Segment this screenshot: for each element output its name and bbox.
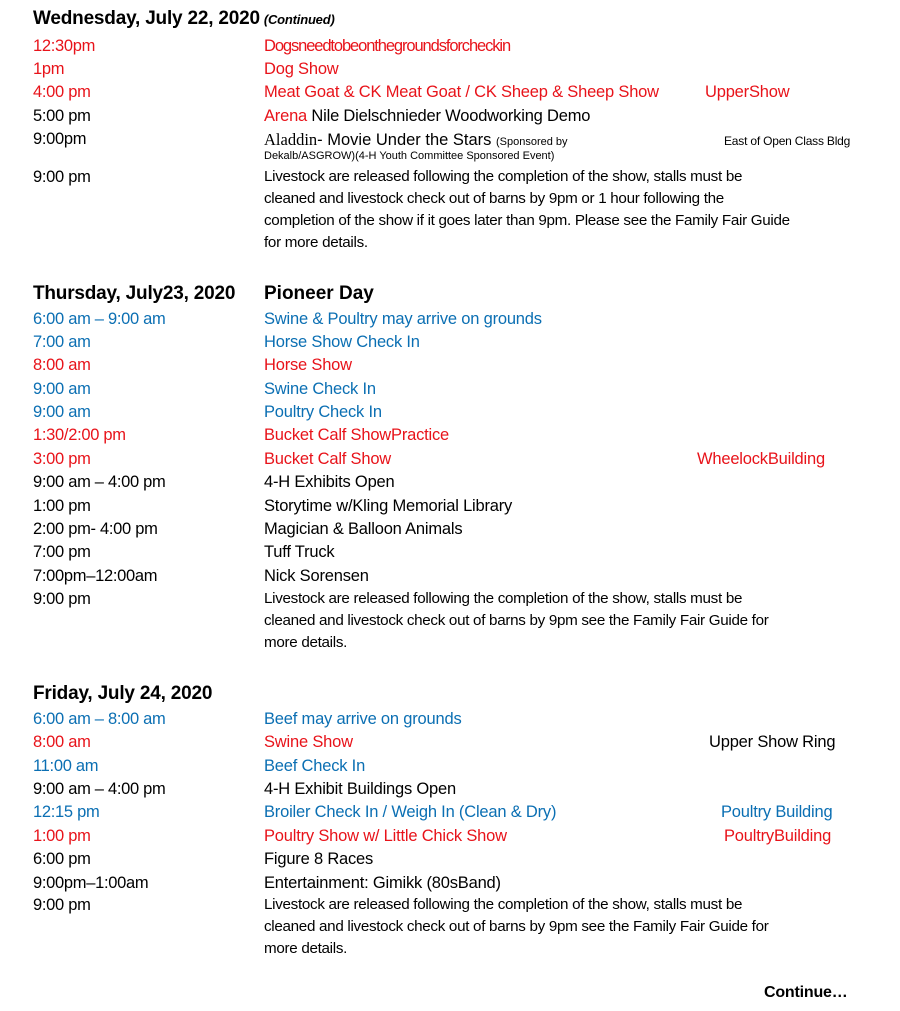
fri-time-7: 6:00 pm bbox=[33, 850, 91, 868]
thu-time-1: 6:00 am – 9:00 am bbox=[33, 310, 166, 328]
fri-event-4: 4-H Exhibit Buildings Open bbox=[264, 780, 456, 798]
thu-time-5: 9:00 am bbox=[33, 403, 91, 421]
wed-time-6: 9:00 pm bbox=[33, 168, 91, 186]
fri-event-6: Poultry Show w/ Little Chick Show bbox=[264, 827, 507, 845]
note-line: more details. bbox=[264, 634, 348, 651]
wed-time-5: 9:00pm bbox=[33, 130, 87, 148]
thu-time-3: 8:00 am bbox=[33, 356, 91, 374]
note-line: Livestock are released following the completion of the show, stalls must be bbox=[264, 896, 743, 913]
note-line: cleaned and livestock check out of barns by 9pm or 1 hour following the bbox=[264, 190, 724, 207]
thu-time-8: 9:00 am – 4:00 pm bbox=[33, 473, 166, 491]
thu-event-12: Nick Sorensen bbox=[264, 567, 369, 585]
thu-event-4: Swine Check In bbox=[264, 380, 376, 398]
fri-event-8: Entertainment: Gimikk (80sBand) bbox=[264, 874, 501, 892]
continued-label: (Continued) bbox=[263, 12, 335, 27]
aladdin-title: Aladdin bbox=[264, 130, 318, 149]
thu-time-6: 1:30/2:00 pm bbox=[33, 426, 126, 444]
thu-time-9: 1:00 pm bbox=[33, 497, 91, 515]
fri-location-6: PoultryBuilding bbox=[724, 827, 832, 845]
thu-time-4: 9:00 am bbox=[33, 380, 91, 398]
fri-time-2: 8:00 am bbox=[33, 733, 91, 751]
thursday-theme: Pioneer Day bbox=[264, 283, 374, 304]
thu-event-2: Horse Show Check In bbox=[264, 333, 420, 351]
thu-event-6: Bucket Calf ShowPractice bbox=[264, 426, 450, 444]
thu-event-10: Magician & Balloon Animals bbox=[264, 520, 463, 538]
thu-event-8: 4-H Exhibits Open bbox=[264, 473, 395, 491]
thu-event-1: Swine & Poultry may arrive on grounds bbox=[264, 310, 542, 328]
fri-location-5: Poultry Building bbox=[721, 803, 833, 821]
wed-time-4: 5:00 pm bbox=[33, 107, 91, 125]
note-line: completion of the show if it goes later than 9pm. Please see the Family Fair Guide bbox=[264, 212, 790, 229]
wed-location-5: East of Open Class Bldg bbox=[724, 134, 851, 148]
wed-event-4 bbox=[264, 107, 590, 126]
fri-livestock-note bbox=[264, 894, 854, 960]
fri-time-8: 9:00pm–1:00am bbox=[33, 874, 149, 892]
note-line: cleaned and livestock check out of barns by 9pm see the Family Fair Guide for bbox=[264, 918, 769, 935]
wed-event-2: Dog Show bbox=[264, 60, 339, 78]
friday-heading: Friday, July 24, 2020 bbox=[33, 683, 213, 704]
thu-time-2: 7:00 am bbox=[33, 333, 91, 351]
thu-livestock-note bbox=[264, 588, 854, 654]
wed-location-3: UpperShow bbox=[705, 83, 790, 101]
fri-time-9: 9:00 pm bbox=[33, 896, 91, 914]
fri-event-5: Broiler Check In / Weigh In (Clean & Dry) bbox=[264, 803, 557, 821]
fri-event-7: Figure 8 Races bbox=[264, 850, 374, 868]
thu-time-10: 2:00 pm- 4:00 pm bbox=[33, 520, 158, 538]
wed-event-3: Meat Goat & CK Meat Goat / CK Sheep & Sheep Show bbox=[264, 83, 659, 101]
note-line: more details. bbox=[264, 940, 348, 957]
thu-time-7: 3:00 pm bbox=[33, 450, 91, 468]
fri-event-3: Beef Check In bbox=[264, 757, 366, 775]
fri-time-3: 11:00 am bbox=[33, 757, 99, 775]
note-line: Livestock are released following the completion of the show, stalls must be bbox=[264, 168, 743, 185]
thu-location-7: WheelockBuilding bbox=[697, 450, 825, 468]
movie-under-stars: - Movie Under the Stars bbox=[317, 131, 492, 149]
fri-event-2: Swine Show bbox=[264, 733, 353, 751]
wed-time-2: 1pm bbox=[33, 60, 65, 78]
wed-livestock-note bbox=[264, 166, 854, 254]
thu-event-11: Tuff Truck bbox=[264, 543, 335, 561]
fri-time-1: 6:00 am – 8:00 am bbox=[33, 710, 166, 728]
thu-event-7: Bucket Calf Show bbox=[264, 450, 392, 468]
continue-label: Continue… bbox=[764, 984, 848, 1001]
wed-event-5 bbox=[264, 130, 568, 150]
wed-time-3: 4:00 pm bbox=[33, 83, 91, 101]
thu-time-12: 7:00pm–12:00am bbox=[33, 567, 158, 585]
thu-event-9: Storytime w/Kling Memorial Library bbox=[264, 497, 513, 515]
fri-event-1: Beef may arrive on grounds bbox=[264, 710, 462, 728]
note-line: for more details. bbox=[264, 234, 368, 251]
fri-time-6: 1:00 pm bbox=[33, 827, 91, 845]
note-line: Livestock are released following the completion of the show, stalls must be bbox=[264, 590, 743, 607]
fri-time-5: 12:15 pm bbox=[33, 803, 100, 821]
wednesday-heading-text: Wednesday, July 22, 2020 bbox=[33, 8, 260, 29]
thursday-heading: Thursday, July23, 2020 bbox=[33, 283, 236, 304]
thu-event-3: Horse Show bbox=[264, 356, 352, 374]
thu-time-11: 7:00 pm bbox=[33, 543, 91, 561]
thu-time-13: 9:00 pm bbox=[33, 590, 91, 608]
wed-event-4-arena: Arena bbox=[264, 107, 308, 125]
fri-time-4: 9:00 am – 4:00 pm bbox=[33, 780, 166, 798]
note-line: cleaned and livestock check out of barns by 9pm see the Family Fair Guide for bbox=[264, 612, 769, 629]
wed-event-4-text: Nile Dielschnieder Woodworking Demo bbox=[311, 107, 591, 125]
wed-event-1: Dogsneedtobeonthegroundsforcheckin bbox=[264, 37, 511, 55]
sponsor-line-b: Dekalb/ASGROW)(4-H Youth Committee Sponsored Event) bbox=[264, 150, 555, 162]
fri-location-2: Upper Show Ring bbox=[709, 733, 836, 751]
thu-event-5: Poultry Check In bbox=[264, 403, 382, 421]
sponsor-line-a: (Sponsored by bbox=[496, 136, 568, 148]
wednesday-heading bbox=[33, 8, 335, 30]
wed-time-1: 12:30pm bbox=[33, 37, 96, 55]
